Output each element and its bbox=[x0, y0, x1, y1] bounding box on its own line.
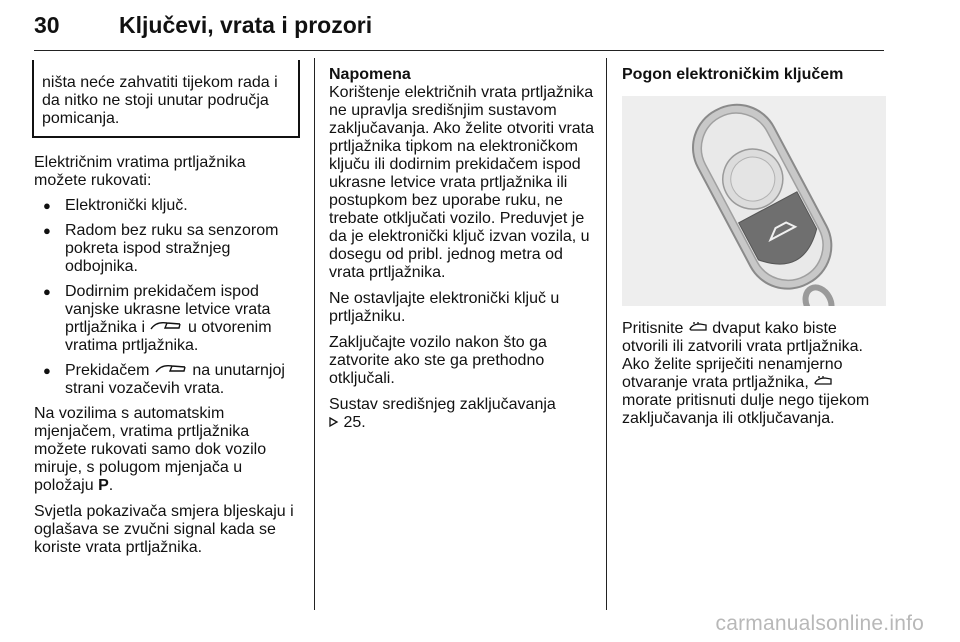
page-header bbox=[34, 4, 884, 48]
key-fob-drawing bbox=[622, 96, 886, 306]
cross-reference-arrow-icon bbox=[329, 414, 343, 431]
key-tailgate-icon bbox=[813, 374, 833, 392]
automatic-transmission-paragraph bbox=[34, 405, 300, 495]
list-item-text: Dodirnim prekidačem ispod vanjske ukrasne letvice vrata prtljažnika i bbox=[65, 283, 271, 337]
operation-methods-list bbox=[34, 197, 300, 398]
note-paragraph: Zaključajte vozilo nakon što ga zatvorite ako ste ga prethodno otključali. bbox=[329, 334, 547, 387]
cross-reference-page[interactable]: 25. bbox=[343, 414, 366, 431]
list-item-text: na unutarnjoj strani vozačevih vrata. bbox=[65, 362, 285, 398]
warning-box-text: ništa neće zahvatiti tijekom rada i da nitko ne stoji unutar područja pomicanja. bbox=[42, 74, 278, 127]
paragraph-text: Na vozilima s automatskim mjenjačem, vratima prtljažnika možete rukovati samo dok vozilo miruje, s polugom mjenjača u položaju bbox=[34, 405, 267, 495]
list-item bbox=[34, 222, 300, 276]
list-item bbox=[34, 283, 300, 355]
cross-reference-text: Sustav središnjeg zaključavanja bbox=[329, 396, 556, 413]
watermark: carmanualsonline.info bbox=[715, 612, 924, 635]
gear-position-p: P bbox=[98, 477, 109, 495]
paragraph-punctuation: . bbox=[108, 477, 114, 495]
page-number: 30 bbox=[34, 12, 60, 38]
key-tailgate-icon bbox=[688, 320, 708, 338]
paragraph-text: dvaput kako biste otvorili ili zatvorili vrata prtljažnika. Ako želite spriječiti nenamjerno otvaranje vrata prtljažnika, bbox=[622, 320, 863, 392]
header-divider bbox=[34, 50, 884, 51]
list-item-text: u otvorenim vratima prtljažnika. bbox=[65, 319, 272, 355]
key-operation-paragraph bbox=[622, 320, 886, 428]
paragraph-text: Pritisnite bbox=[622, 320, 684, 338]
note-paragraph: Korištenje električnih vrata prtljažnika ne upravlja središnjim sustavom zaključavanja. Ako želite otvoriti vrata prtljažnika tipkom na elektroničkom ključu ili dodirnim prekidačem ispod ukrasne letvice vrata prtljažnika ili postupkom bez uporabe ruku, ne trebate otključati vozilo. Preduvjet je da je elektronički ključ izvan vozila, u dosegu od pribl. jednog metra od vrata prtljažnika. bbox=[329, 84, 595, 281]
list-item bbox=[34, 362, 300, 398]
signal-paragraph: Svjetla pokazivača smjera bljeskaju i oglašava se zvučni signal kada se koriste vrata prtljažnika. bbox=[34, 503, 294, 557]
list-item-text: Elektronički ključ. bbox=[65, 197, 188, 214]
column-right bbox=[622, 66, 886, 436]
list-item-text: Radom bez ruku sa senzorom pokreta ispod stražnjeg odbojnika. bbox=[65, 222, 279, 275]
column-left bbox=[34, 60, 300, 565]
warning-box-continuation bbox=[32, 60, 300, 138]
column-middle bbox=[329, 66, 594, 440]
tailgate-switch-icon bbox=[149, 319, 183, 337]
note-title: Napomena bbox=[329, 66, 411, 83]
cross-reference bbox=[329, 396, 594, 432]
list-item bbox=[34, 197, 300, 215]
column-divider-right bbox=[606, 58, 607, 610]
operation-intro: Električnim vratima prtljažnika možete rukovati: bbox=[34, 154, 246, 189]
list-item-text: Prekidačem bbox=[65, 362, 150, 380]
note-paragraph: Ne ostavljajte elektronički ključ u prtljažniku. bbox=[329, 290, 560, 325]
paragraph-text: morate pritisnuti dulje nego tijekom zaključavanja ili otključavanja. bbox=[622, 392, 870, 428]
column-divider-left bbox=[314, 58, 315, 610]
tailgate-switch-icon bbox=[154, 362, 188, 380]
key-fob-illustration bbox=[622, 96, 886, 306]
section-heading: Pogon elektroničkim ključem bbox=[622, 66, 844, 83]
chapter-title: Ključevi, vrata i prozori bbox=[119, 12, 373, 38]
